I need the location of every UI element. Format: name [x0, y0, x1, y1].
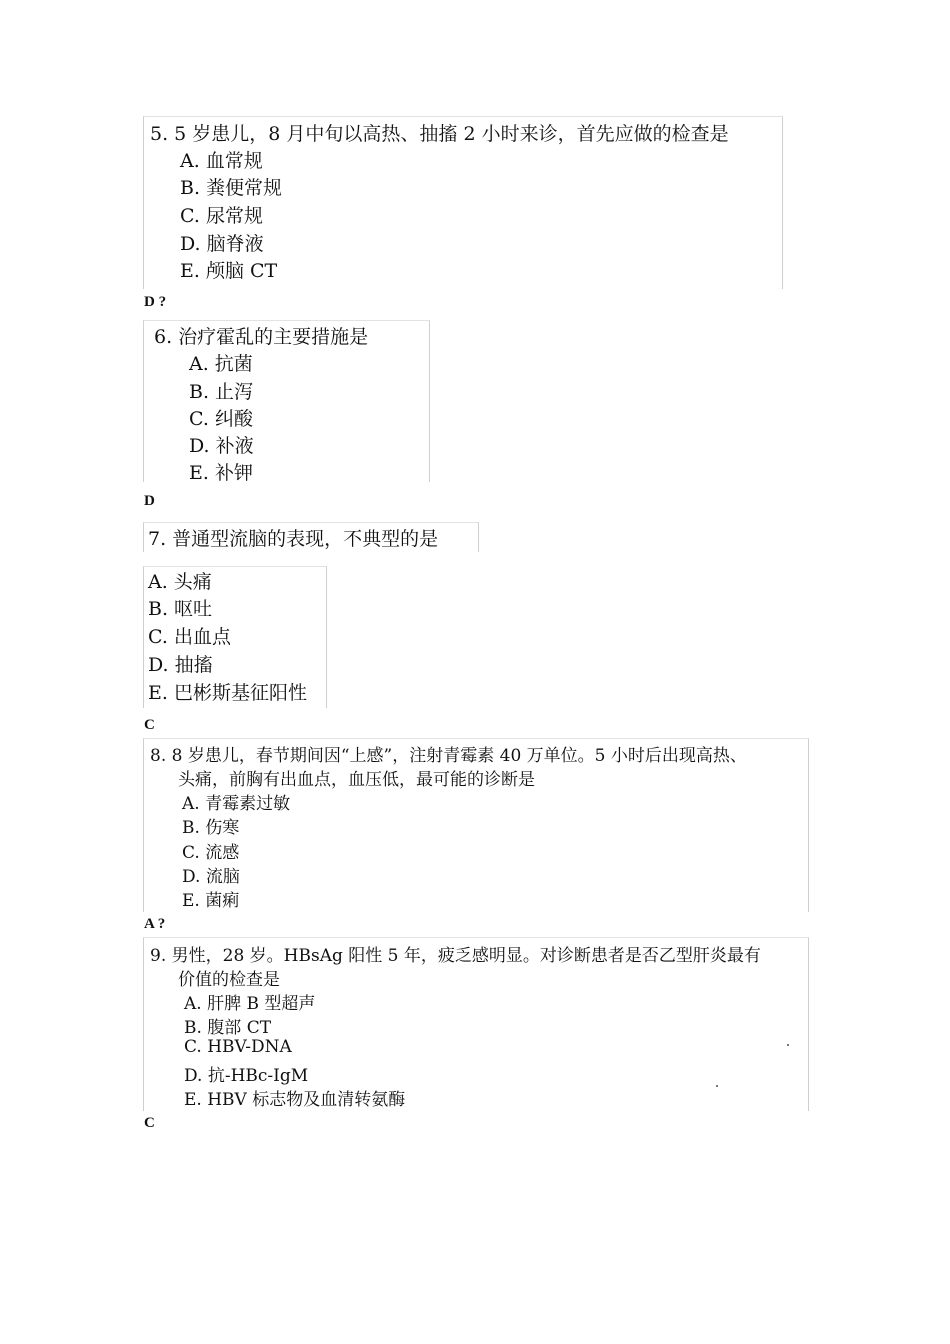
question-8-option-b: B. 伤寒: [182, 818, 240, 838]
question-5-answer: D ?: [144, 294, 167, 310]
question-5-stem: 5. 5 岁患儿，8 月中旬以高热、抽搐 2 小时来诊，首先应做的检查是: [150, 123, 729, 145]
question-8-answer: A ?: [144, 916, 166, 932]
question-7-option-d: D. 抽搐: [148, 654, 213, 676]
question-6-option-a: A. 抗菌: [189, 353, 253, 375]
question-7-stem: 7. 普通型流脑的表现，不典型的是: [148, 528, 439, 550]
question-9-answer: C: [144, 1115, 155, 1131]
scan-speck: [787, 1044, 789, 1046]
question-6-option-e: E. 补钾: [189, 462, 253, 484]
question-7-option-c: C. 出血点: [148, 626, 231, 648]
question-8-option-c: C. 流感: [182, 843, 240, 863]
question-6-option-c: C. 纠酸: [189, 408, 253, 430]
question-8-option-d: D. 流脑: [182, 867, 240, 887]
question-9-option-a: A. 肝脾 B 型超声: [184, 994, 316, 1014]
question-7-answer: C: [144, 717, 155, 733]
question-5-option-e: E. 颅脑 CT: [180, 260, 278, 282]
question-6-stem: 6. 治疗霍乱的主要措施是: [154, 326, 369, 348]
question-9-option-e: E. HBV 标志物及血清转氨酶: [184, 1090, 406, 1110]
question-9-stem-line-1: 9. 男性，28 岁。HBsAg 阳性 5 年，疲乏感明显。对诊断患者是否乙型肝炎最有: [150, 946, 761, 966]
question-5-option-b: B. 粪便常规: [180, 177, 283, 199]
question-8-option-e: E. 菌痢: [182, 891, 240, 911]
question-8-option-a: A. 青霉素过敏: [182, 794, 291, 814]
question-6-answer: D: [144, 493, 155, 509]
question-8-stem-line-1: 8. 8 岁患儿，春节期间因“上感”，注射青霉素 40 万单位。5 小时后出现高热、: [150, 746, 747, 766]
question-9-option-d: D. 抗-HBc-IgM: [184, 1066, 309, 1086]
question-7-option-b: B. 呕吐: [148, 598, 213, 620]
question-5-option-a: A. 血常规: [180, 150, 263, 172]
question-6-option-d: D. 补液: [189, 435, 254, 457]
question-5-option-c: C. 尿常规: [180, 205, 263, 227]
scan-speck: [716, 1085, 718, 1087]
question-9-stem-line-2: 价值的检查是: [178, 970, 280, 990]
question-7-option-a: A. 头痛: [148, 571, 212, 593]
question-6-option-b: B. 止泻: [189, 381, 254, 403]
question-7-option-e: E. 巴彬斯基征阳性: [148, 682, 307, 704]
question-9-option-b: B. 腹部 CT: [184, 1018, 272, 1038]
question-9-option-c: C. HBV-DNA: [184, 1037, 292, 1057]
question-5-option-d: D. 脑脊液: [180, 233, 264, 255]
question-8-stem-line-2: 头痛，前胸有出血点，血压低，最可能的诊断是: [178, 770, 535, 790]
